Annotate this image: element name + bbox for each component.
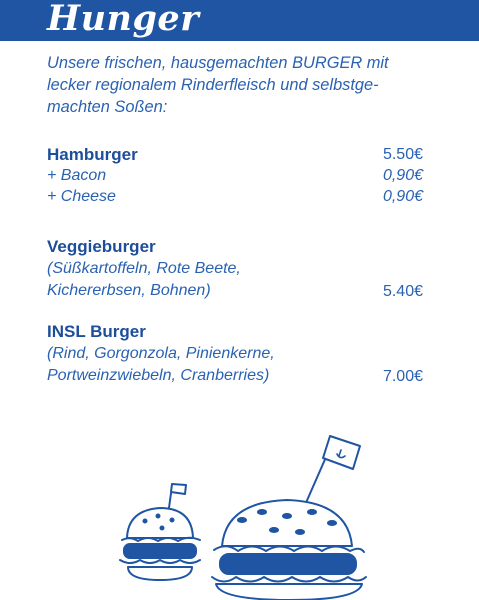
intro-text — [47, 52, 457, 118]
big-burger-icon — [212, 436, 366, 600]
menu-item-insl-desc: Portweinzwiebeln, Cranberries) — [47, 367, 270, 384]
intro-line: Unsere frischen, hausgemachten BURGER mit — [47, 54, 389, 72]
intro-line: lecker regionalem Rinderfleisch und selbstge- — [47, 76, 379, 94]
menu-item-veggie-price: 5.40€ — [382, 283, 423, 300]
menu-item-insl-desc: (Rind, Gorgonzola, Pinienkerne, — [47, 345, 275, 362]
small-burger-icon — [120, 484, 200, 580]
addon-cheese-price: 0,90€ — [382, 188, 423, 205]
addon-cheese-label: + Cheese — [47, 188, 116, 205]
menu-item-hamburger-name: Hamburger — [47, 145, 138, 164]
menu-item-hamburger-price: 5.50€ — [382, 146, 423, 163]
menu-item-veggie-desc: Kichererbsen, Bohnen) — [47, 282, 211, 299]
page-title: Hunger — [47, 0, 200, 39]
menu-item-veggie-name: Veggieburger — [47, 237, 156, 256]
addon-bacon-label: + Bacon — [47, 167, 107, 184]
menu-item-veggie-desc: (Süßkartoffeln, Rote Beete, — [47, 260, 241, 277]
menu-item-insl-name: INSL Burger — [47, 322, 146, 341]
addon-bacon-price: 0,90€ — [382, 167, 423, 184]
burger-illustration — [0, 420, 479, 600]
intro-line: machten Soßen: — [47, 98, 168, 116]
menu-item-insl-price: 7.00€ — [382, 368, 423, 385]
